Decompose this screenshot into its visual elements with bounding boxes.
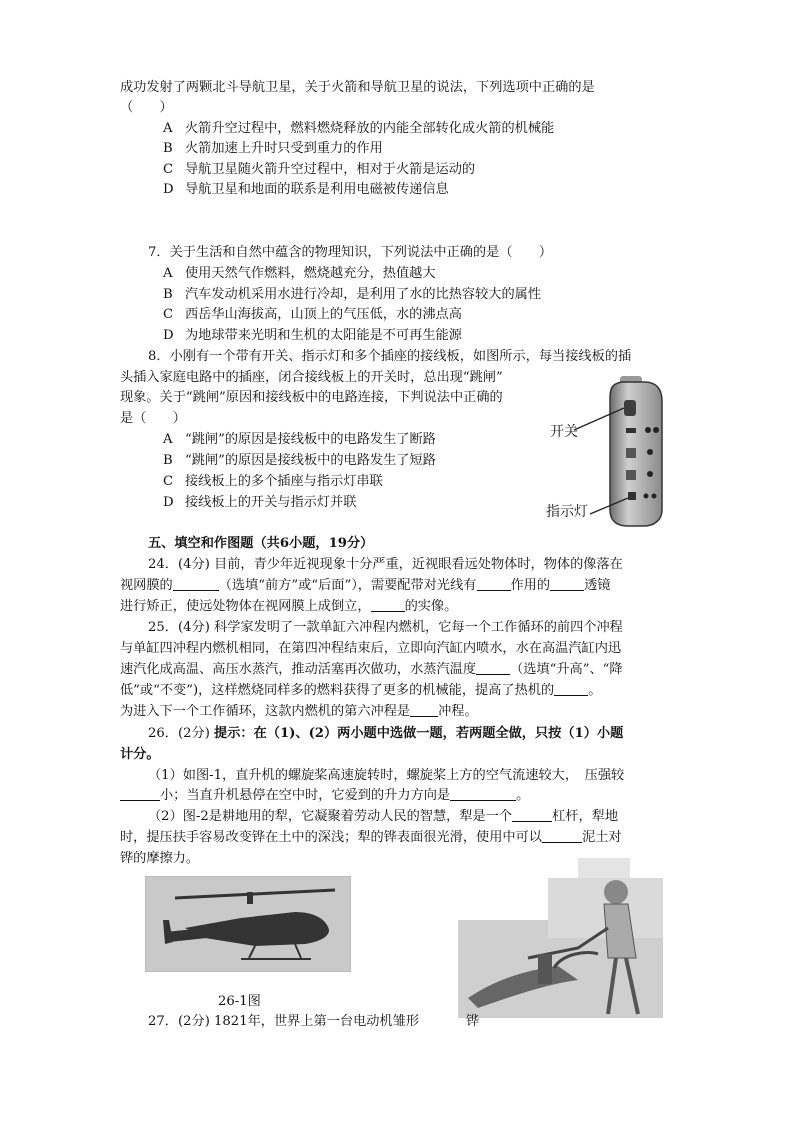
q25-blank1[interactable] bbox=[476, 660, 510, 675]
q8-stem-line2: 头插入家庭电路中的插座，闭合接线板上的开关时，总出现“跳闸” bbox=[120, 370, 503, 385]
q25-line1: 25．(4分) 科学家发明了一款单缸六冲程内燃机，它每一个工作循环的前四个冲程 bbox=[148, 620, 623, 635]
q7-option-c: C 西岳华山海拔高，山顶上的气压低，水的沸点高 bbox=[163, 307, 462, 322]
q26-part1-line2: 小；当直升机悬停在空中时，它爱到的升力方向是 。 bbox=[120, 786, 529, 806]
q24-line1: 24．(4分) 目前，青少年近视现象十分严重，近视眼看远处物体时，物体的像落在 bbox=[148, 557, 623, 572]
section-title: 五、填空和作图题（共6小题，19分） bbox=[148, 536, 374, 551]
q7-option-b: B 汽车发动机采用水进行冷却，是利用了水的比热容较大的属性 bbox=[163, 287, 542, 302]
q26-blank3[interactable] bbox=[512, 807, 552, 822]
farmer-head bbox=[604, 880, 628, 904]
q6-option-c: C 导航卫星随火箭升空过程中，相对于火箭是运动的 bbox=[163, 162, 476, 177]
plough-figure bbox=[458, 858, 663, 1018]
q26-blank4[interactable] bbox=[542, 828, 582, 843]
q6-option-a: A 火箭升空过程中，燃料燃烧释放的内能全部转化成火箭的机械能 bbox=[163, 121, 555, 136]
q6-option-d: D 导航卫星和地面的联系是利用电磁被传递信息 bbox=[163, 182, 449, 197]
q8-option-c: C 接线板上的多个插座与指示灯串联 bbox=[163, 474, 383, 489]
q26-part2-line3: 铧的摩擦力。 bbox=[120, 851, 200, 866]
q6-stem-line2: （ ） bbox=[120, 100, 173, 115]
q26-line1: 26．(2分) 提示：在（1)、(2）两小题中选做一题，若两题全做，只按（1）小题 bbox=[148, 726, 624, 741]
q24-blank3[interactable] bbox=[550, 576, 584, 591]
q26-line2: 计分。 bbox=[120, 747, 160, 762]
fig1-caption: 26-1图 bbox=[218, 994, 261, 1009]
q8-stem-line1: 8．小刚有一个带有开关、指示灯和多个插座的接线板，如图所示，每当接线板的插 bbox=[148, 349, 632, 364]
q24-blank1[interactable] bbox=[173, 576, 219, 591]
q27-line1: 27．(2分) 1821年，世界上第一台电动机雏形 bbox=[148, 1014, 420, 1029]
q8-option-b: B “跳闸”的原因是接线板中的电路发生了短路 bbox=[163, 453, 436, 468]
helicopter-figure bbox=[145, 876, 351, 972]
q8-option-d: D 接线板上的开关与指示灯并联 bbox=[163, 495, 357, 510]
q26-blank1[interactable] bbox=[120, 786, 160, 801]
switch-icon bbox=[624, 400, 636, 416]
q25-line4: 低”或“不变”)，这样燃烧同样多的燃料获得了更多的机械能，提高了热机的 。 bbox=[120, 683, 602, 698]
q26-part1-line1: （1）如图-1，直升机的螺旋桨高速旋转时，螺旋桨上方的空气流速较大， 压强较 bbox=[148, 768, 625, 783]
q8-stem-line4: 是（ ） bbox=[120, 411, 186, 426]
power-strip-figure bbox=[540, 372, 680, 530]
q24-blank2[interactable] bbox=[477, 576, 511, 591]
fig2-label: 铧 bbox=[466, 1014, 480, 1029]
q7-option-a: A 使用天然气作燃料，燃烧越充分，热值越大 bbox=[163, 266, 436, 281]
q25-line3: 速汽化成高温、高压水蒸汽，推动活塞再次做功，水蒸汽温度 （选填“升高”、“降 bbox=[120, 662, 623, 677]
label-switch: 开关 bbox=[550, 424, 578, 440]
q25-line5: 为进入下一个工作循环，这款内燃机的第六冲程是 冲程。 bbox=[120, 704, 478, 719]
q6-option-b: B 火箭加速上升时只受到重力的作用 bbox=[163, 141, 383, 156]
q25-blank3[interactable] bbox=[410, 702, 438, 717]
q8-stem-line3: 现象。关于“跳闸”原因和接线板中的电路连接，下判说法中正确的 bbox=[120, 390, 503, 405]
q24-blank4[interactable] bbox=[371, 597, 405, 612]
q26-part2-line2: 时，提压扶手容易改变铧在土中的深浅；犁的铧表面很光滑，使用中可以 泥土对 bbox=[120, 830, 622, 845]
q25-blank2[interactable] bbox=[554, 681, 588, 696]
label-indicator: 指示灯 bbox=[546, 504, 588, 520]
q6-stem-line1: 成功发射了两颗北斗导航卫星，关于火箭和导航卫星的说法，下列选项中正确的是 bbox=[120, 80, 595, 95]
q26-blank2[interactable] bbox=[450, 786, 516, 801]
q8-option-a: A “跳闸”的原因是接线板中的电路发生了断路 bbox=[163, 432, 436, 447]
q24-line3: 进行矫正，使远处物体在视网膜上成倒立， 的实像。 bbox=[120, 599, 458, 614]
q7-option-d: D 为地球带来光明和生机的太阳能是不可再生能源 bbox=[163, 328, 462, 343]
indicator-light-icon bbox=[628, 492, 636, 500]
q24-line2: 视网膜的 （选填“前方”或“后面”），需要配带对光线有 作用的 透镜 bbox=[120, 578, 611, 593]
q7-stem: 7．关于生活和自然中蕴含的物理知识，下列说法中正确的是（ ） bbox=[148, 245, 553, 260]
q26-part2-line1: （2）图-2是耕地用的犁，它凝聚着劳动人民的智慧，犁是一个 杠杆，犁地 bbox=[148, 809, 619, 824]
q25-line2: 与单缸四冲程内燃机相同，在第四冲程结束后，立即向汽缸内喷水，水在高温汽缸内迅 bbox=[120, 641, 622, 656]
